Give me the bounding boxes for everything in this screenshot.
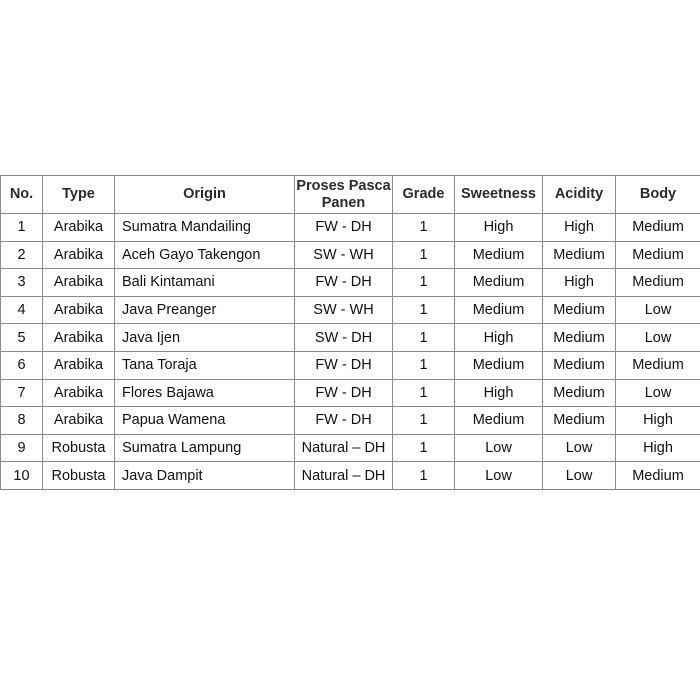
cell-process: FW - DH — [295, 407, 393, 435]
header-type: Type — [43, 176, 115, 214]
cell-grade: 1 — [393, 296, 455, 324]
cell-type: Arabika — [43, 269, 115, 297]
table-row — [1, 241, 700, 269]
cell-acidity: Medium — [543, 296, 616, 324]
table-row — [1, 462, 700, 490]
cell-sweetness: Medium — [455, 241, 543, 269]
cell-no: 8 — [1, 407, 43, 435]
header-row — [1, 176, 700, 214]
coffee-table — [0, 175, 700, 490]
cell-acidity: Medium — [543, 241, 616, 269]
cell-origin: Papua Wamena — [115, 407, 295, 435]
cell-grade: 1 — [393, 241, 455, 269]
cell-sweetness: High — [455, 379, 543, 407]
cell-grade: 1 — [393, 434, 455, 462]
header-grade: Grade — [393, 176, 455, 214]
cell-body: Medium — [616, 462, 700, 490]
cell-grade: 1 — [393, 379, 455, 407]
cell-acidity: Low — [543, 462, 616, 490]
cell-acidity: High — [543, 214, 616, 242]
cell-body: Medium — [616, 214, 700, 242]
cell-origin: Aceh Gayo Takengon — [115, 241, 295, 269]
cell-sweetness: Low — [455, 462, 543, 490]
cell-process: FW - DH — [295, 351, 393, 379]
cell-grade: 1 — [393, 407, 455, 435]
cell-no: 10 — [1, 462, 43, 490]
table-row — [1, 434, 700, 462]
cell-grade: 1 — [393, 351, 455, 379]
cell-acidity: Medium — [543, 407, 616, 435]
cell-body: Low — [616, 324, 700, 352]
cell-process: SW - DH — [295, 324, 393, 352]
cell-no: 2 — [1, 241, 43, 269]
cell-acidity: Medium — [543, 379, 616, 407]
cell-acidity: Low — [543, 434, 616, 462]
cell-type: Robusta — [43, 462, 115, 490]
cell-type: Arabika — [43, 351, 115, 379]
cell-type: Arabika — [43, 407, 115, 435]
cell-no: 9 — [1, 434, 43, 462]
cell-type: Arabika — [43, 296, 115, 324]
cell-body: Medium — [616, 269, 700, 297]
cell-sweetness: Medium — [455, 296, 543, 324]
table-row — [1, 379, 700, 407]
cell-acidity: Medium — [543, 324, 616, 352]
cell-origin: Bali Kintamani — [115, 269, 295, 297]
cell-process: FW - DH — [295, 269, 393, 297]
cell-origin: Tana Toraja — [115, 351, 295, 379]
table-row — [1, 269, 700, 297]
table-row — [1, 351, 700, 379]
cell-process: Natural – DH — [295, 434, 393, 462]
cell-acidity: High — [543, 269, 616, 297]
cell-body: High — [616, 407, 700, 435]
cell-grade: 1 — [393, 214, 455, 242]
cell-grade: 1 — [393, 324, 455, 352]
cell-process: FW - DH — [295, 214, 393, 242]
cell-no: 4 — [1, 296, 43, 324]
cell-no: 6 — [1, 351, 43, 379]
cell-body: High — [616, 434, 700, 462]
cell-process: FW - DH — [295, 379, 393, 407]
cell-origin: Java Preanger — [115, 296, 295, 324]
table-row — [1, 324, 700, 352]
cell-type: Arabika — [43, 324, 115, 352]
cell-sweetness: High — [455, 214, 543, 242]
cell-type: Arabika — [43, 241, 115, 269]
cell-type: Arabika — [43, 214, 115, 242]
header-origin: Origin — [115, 176, 295, 214]
cell-grade: 1 — [393, 269, 455, 297]
cell-body: Low — [616, 379, 700, 407]
cell-origin: Sumatra Mandailing — [115, 214, 295, 242]
cell-no: 7 — [1, 379, 43, 407]
header-no: No. — [1, 176, 43, 214]
cell-acidity: Medium — [543, 351, 616, 379]
cell-type: Arabika — [43, 379, 115, 407]
cell-sweetness: High — [455, 324, 543, 352]
cell-body: Medium — [616, 241, 700, 269]
table-row — [1, 407, 700, 435]
cell-sweetness: Medium — [455, 269, 543, 297]
cell-no: 1 — [1, 214, 43, 242]
header-body: Body — [616, 176, 700, 214]
cell-body: Medium — [616, 351, 700, 379]
header-process: Proses Pasca Panen — [295, 176, 393, 214]
table-row — [1, 296, 700, 324]
cell-sweetness: Low — [455, 434, 543, 462]
cell-body: Low — [616, 296, 700, 324]
cell-origin: Java Dampit — [115, 462, 295, 490]
cell-no: 5 — [1, 324, 43, 352]
cell-type: Robusta — [43, 434, 115, 462]
cell-sweetness: Medium — [455, 407, 543, 435]
cell-origin: Java Ijen — [115, 324, 295, 352]
header-acidity: Acidity — [543, 176, 616, 214]
cell-origin: Sumatra Lampung — [115, 434, 295, 462]
cell-process: SW - WH — [295, 241, 393, 269]
cell-origin: Flores Bajawa — [115, 379, 295, 407]
header-sweetness: Sweetness — [455, 176, 543, 214]
cell-grade: 1 — [393, 462, 455, 490]
cell-process: Natural – DH — [295, 462, 393, 490]
cell-sweetness: Medium — [455, 351, 543, 379]
table-row — [1, 214, 700, 242]
cell-process: SW - WH — [295, 296, 393, 324]
cell-no: 3 — [1, 269, 43, 297]
